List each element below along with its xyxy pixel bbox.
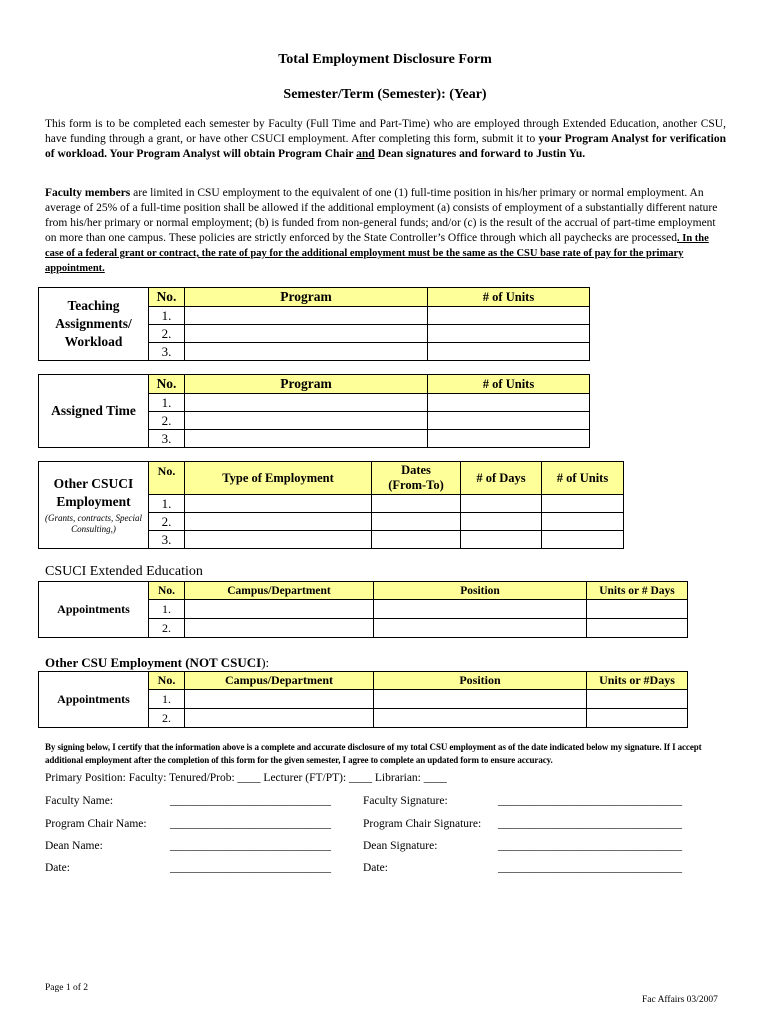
position-cell[interactable]	[374, 619, 587, 638]
program-chair-name-field[interactable]: ____________________________	[170, 818, 331, 830]
row-number: 2.	[149, 325, 185, 343]
header-dates: Dates (From-To)	[372, 462, 461, 495]
header-campus-department: Campus/Department	[185, 582, 374, 600]
header-position: Position	[374, 582, 587, 600]
program-cell[interactable]	[185, 412, 428, 430]
row-number: 1.	[149, 307, 185, 325]
assigned-time-label: Assigned Time	[39, 375, 149, 448]
program-cell[interactable]	[185, 394, 428, 412]
units-cell[interactable]	[542, 531, 624, 549]
other-csuci-label: Other CSUCI Employment (Grants, contracts, Special Consulting,)	[39, 462, 149, 549]
position-cell[interactable]	[374, 600, 587, 619]
intro-paragraph: This form is to be completed each semester by Faculty (Full Time and Part-Time) who are employed through Extended Education, another CSU, have funding through a grant, or have other CSUCI employment. After completing this form, submit it to your Program Analyst for verification of workload. Your Program Analyst will obtain Program Chair and Dean signatures and forward to Justin Yu.	[45, 118, 726, 160]
date-label-right: Date:	[363, 862, 388, 874]
form-title: Total Employment Disclosure Form	[278, 52, 492, 67]
header-type-of-employment: Type of Employment	[185, 462, 372, 495]
row-number: 1.	[149, 690, 185, 709]
dean-name-label: Dean Name:	[45, 840, 103, 852]
row-number: 3.	[149, 343, 185, 361]
row-number: 3.	[149, 430, 185, 448]
units-cell[interactable]	[428, 412, 590, 430]
dean-signature-label: Dean Signature:	[363, 840, 438, 852]
revision-date: Fac Affairs 03/2007	[642, 995, 718, 1005]
units-cell[interactable]	[428, 430, 590, 448]
units-cell[interactable]	[587, 690, 688, 709]
assigned-time-table	[38, 374, 590, 448]
primary-position-line: Primary Position: Faculty: Tenured/Prob: ____ Lecturer (FT/PT): ____ Librarian: ____	[45, 772, 447, 784]
row-number: 2.	[149, 619, 185, 638]
campus-cell[interactable]	[185, 690, 374, 709]
date-field-right[interactable]: ________________________________	[498, 862, 682, 874]
units-cell[interactable]	[428, 394, 590, 412]
days-cell[interactable]	[461, 531, 542, 549]
other-csu-employment-table	[38, 671, 688, 728]
dates-cell[interactable]	[372, 513, 461, 531]
header-units-days: Units or # Days	[587, 582, 688, 600]
header-units-days: Units or #Days	[587, 672, 688, 690]
extended-education-table	[38, 581, 688, 638]
header-units: # of Units	[428, 375, 590, 394]
units-cell[interactable]	[587, 600, 688, 619]
type-cell[interactable]	[185, 513, 372, 531]
appointments-label: Appointments	[39, 672, 149, 728]
units-cell[interactable]	[428, 325, 590, 343]
position-cell[interactable]	[374, 709, 587, 728]
units-cell[interactable]	[542, 513, 624, 531]
program-cell[interactable]	[185, 307, 428, 325]
faculty-name-label: Faculty Name:	[45, 795, 114, 807]
units-cell[interactable]	[587, 619, 688, 638]
units-cell[interactable]	[428, 343, 590, 361]
faculty-signature-field[interactable]: ________________________________	[498, 795, 682, 807]
position-cell[interactable]	[374, 690, 587, 709]
row-number: 1.	[149, 495, 185, 513]
header-no: No.	[149, 582, 185, 600]
units-cell[interactable]	[587, 709, 688, 728]
header-units: # of Units	[542, 462, 624, 495]
semester-term-line: Semester/Term (Semester): (Year)	[283, 87, 487, 102]
other-csuci-employment-table	[38, 461, 624, 549]
header-units: # of Units	[428, 288, 590, 307]
certification-statement: By signing below, I certify that the information above is a complete and accurate disclosure of my total CSU employment as of the date indicated below my signature. If I accept additional employment after the completion of this form for the given semester, I agree to complete an updated form to ensure accuracy.	[45, 742, 702, 765]
units-cell[interactable]	[428, 307, 590, 325]
type-cell[interactable]	[185, 495, 372, 513]
days-cell[interactable]	[461, 513, 542, 531]
faculty-name-field[interactable]: ____________________________	[170, 795, 331, 807]
teaching-assignments-table	[38, 287, 590, 361]
program-cell[interactable]	[185, 343, 428, 361]
program-chair-name-label: Program Chair Name:	[45, 818, 147, 830]
other-csu-heading: Other CSU Employment (NOT CSUCI):	[45, 655, 270, 670]
row-number: 1.	[149, 600, 185, 619]
campus-cell[interactable]	[185, 709, 374, 728]
header-days: # of Days	[461, 462, 542, 495]
page-number: Page 1 of 2	[45, 983, 89, 993]
row-number: 1.	[149, 394, 185, 412]
header-program: Program	[185, 375, 428, 394]
type-cell[interactable]	[185, 531, 372, 549]
dates-cell[interactable]	[372, 495, 461, 513]
dean-signature-field[interactable]: ________________________________	[498, 840, 682, 852]
row-number: 2.	[149, 412, 185, 430]
date-label-left: Date:	[45, 862, 70, 874]
program-chair-signature-field[interactable]: ________________________________	[498, 818, 682, 830]
units-cell[interactable]	[542, 495, 624, 513]
row-number: 2.	[149, 709, 185, 728]
policy-paragraph: Faculty members are limited in CSU employment to the equivalent of one (1) full-time position in his/her primary or normal employment. An average of 25% of a full-time position shall be allowed if the additional employment (a) consists of employment of a substantially different nature from his/her primary or normal employment; (b) is funded from non-general funds; and/or (c) is the result of the accrual of part-time employment on more than one campus. These policies are strictly enforced by the State Controller’s Office through which all paychecks are processed. In the case of a federal grant or contract, the rate of pay for the additional employment must be the same as the CSU base rate of pay for the primary appointment.	[45, 187, 718, 274]
date-field-left[interactable]: ____________________________	[170, 862, 331, 874]
header-position: Position	[374, 672, 587, 690]
program-cell[interactable]	[185, 325, 428, 343]
extended-education-heading: CSUCI Extended Education	[45, 564, 203, 579]
dean-name-field[interactable]: ____________________________	[170, 840, 331, 852]
header-campus-department: Campus/Department	[185, 672, 374, 690]
header-no: No.	[149, 672, 185, 690]
campus-cell[interactable]	[185, 619, 374, 638]
faculty-signature-label: Faculty Signature:	[363, 795, 448, 807]
header-no: No.	[149, 462, 185, 495]
header-program: Program	[185, 288, 428, 307]
header-no: No.	[149, 375, 185, 394]
row-number: 2.	[149, 513, 185, 531]
dates-cell[interactable]	[372, 531, 461, 549]
row-number: 3.	[149, 531, 185, 549]
appointments-label: Appointments	[39, 582, 149, 638]
header-no: No.	[149, 288, 185, 307]
program-cell[interactable]	[185, 430, 428, 448]
campus-cell[interactable]	[185, 600, 374, 619]
teaching-label: Teaching Assignments/ Workload	[39, 288, 149, 361]
days-cell[interactable]	[461, 495, 542, 513]
program-chair-signature-label: Program Chair Signature:	[363, 818, 482, 830]
